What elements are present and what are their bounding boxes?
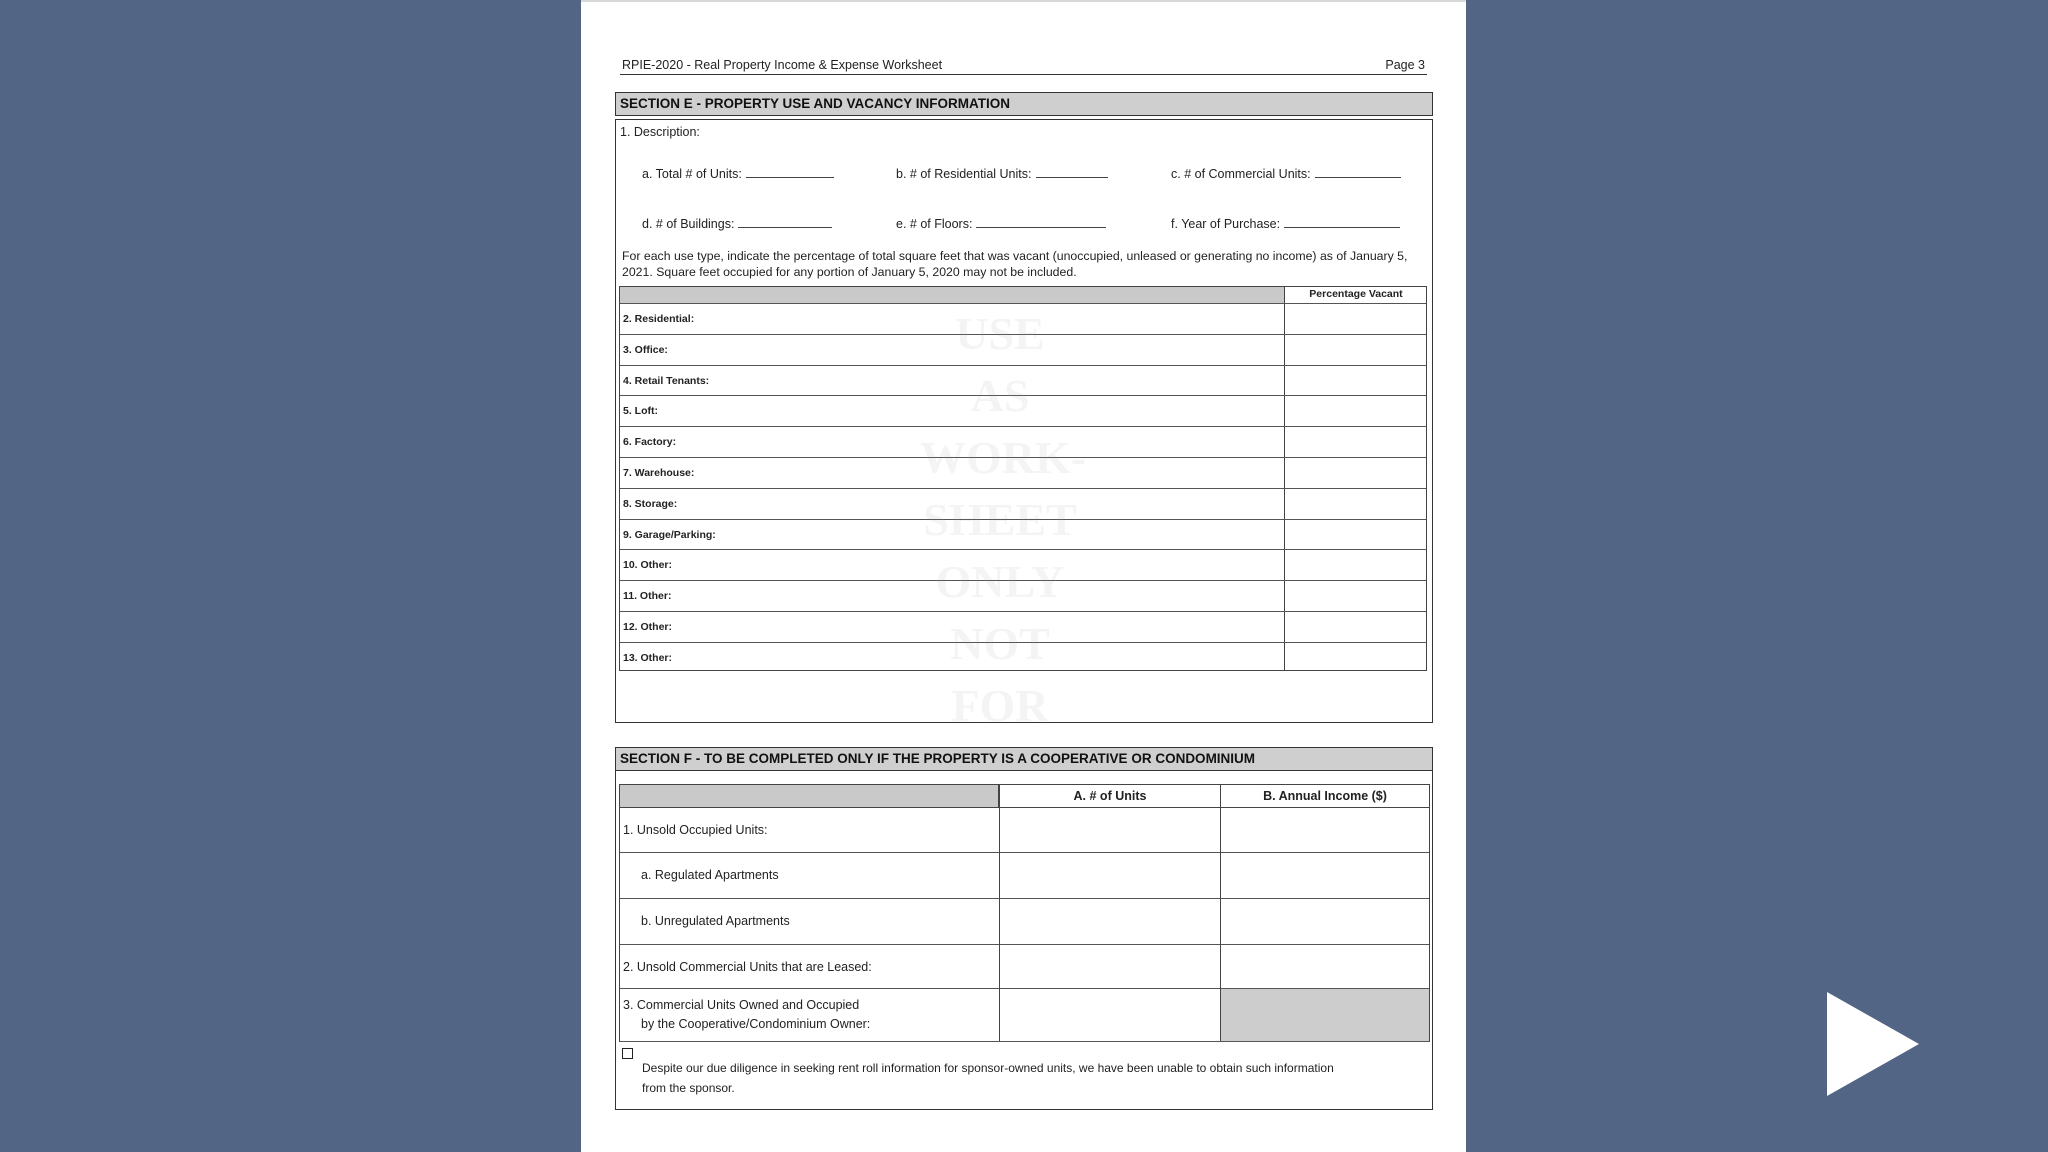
row-label: 12. Other: [623, 621, 673, 633]
vacancy-table [619, 286, 1427, 731]
row-label: b. Unregulated Apartments [641, 914, 790, 928]
document-title: RPIE-2020 - Real Property Income & Expense Worksheet [622, 58, 943, 72]
residential-units-blank[interactable] [1036, 166, 1108, 178]
condo-table [619, 784, 1430, 1044]
row-label: 4. Retail Tenants: [623, 374, 710, 387]
section-f-title: SECTION F - TO BE COMPLETED ONLY IF THE PROPERTY IS A COOPERATIVE OR CONDOMINIUM [615, 747, 1433, 771]
field-residential-units[interactable]: b. # of Residential Units: [896, 166, 1108, 181]
floors-blank[interactable] [976, 216, 1106, 228]
row-label: 1. Unsold Occupied Units: [623, 823, 768, 837]
field-commercial-units[interactable]: c. # of Commercial Units: [1171, 166, 1401, 181]
column-divider [999, 784, 1000, 1041]
row-label: 10. Other: [623, 559, 673, 572]
vacancy-instructions: For each use type, indicate the percentage of total square feet that was vacant (unoccupied, unleased or generating no income) as of January 5, 2021. Square feet occupied for any portion of January 5, 2020 may not be included. [622, 249, 1408, 279]
row-label: 6. Factory: [623, 436, 677, 449]
row-label: 2. Residential: [623, 313, 695, 325]
row-label: 5. Loft: [623, 405, 658, 418]
row-label: 2. Unsold Commercial Units that are Leased: [623, 960, 872, 974]
row-label: 9. Garage/Parking: [623, 528, 716, 541]
table-row [619, 945, 1430, 989]
watermark-text: NOT [950, 618, 1050, 669]
vacancy-table-header-shade [620, 287, 1284, 303]
watermark-text: FOR [951, 680, 1049, 731]
percentage-vacant-header: Percentage Vacant [1284, 287, 1427, 303]
row-label: 3. Office: [623, 343, 668, 356]
buildings-blank[interactable] [738, 216, 832, 228]
row-label: 11. Other: [623, 590, 672, 603]
watermark-text: USE [955, 308, 1045, 359]
watermark-text: WORK- [920, 432, 1087, 483]
sponsor-info-checkbox[interactable] [622, 1048, 633, 1059]
row-label: 7. Warehouse: [623, 467, 695, 479]
row-label: 13. Other: [623, 651, 673, 664]
condo-table-header-shade [619, 784, 999, 808]
watermark-text: SHEET [923, 494, 1077, 545]
total-units-blank[interactable] [746, 166, 834, 178]
row-label: by the Cooperative/Condominium Owner: [641, 1017, 871, 1031]
section-e-title: SECTION E - PROPERTY USE AND VACANCY INFORMATION [615, 92, 1433, 116]
table-row [619, 899, 1430, 945]
checkbox-text-line1: Despite our due diligence in seeking rent roll information for sponsor-owned units, we have been unable to obtain such information [642, 1061, 1334, 1075]
field-total-units[interactable]: a. Total # of Units: [642, 166, 834, 181]
section-f-box [615, 762, 1433, 1110]
column-divider [1220, 784, 1221, 1041]
col-num-units-header: A. # of Units [999, 784, 1221, 808]
page-number: Page 3 [1385, 58, 1425, 72]
section-e-box [615, 119, 1433, 731]
document-page [581, 0, 1466, 1152]
row-label: 8. Storage: [623, 497, 678, 510]
commercial-units-blank[interactable] [1315, 166, 1401, 178]
field-floors[interactable]: e. # of Floors: [896, 216, 1106, 231]
table-row [619, 808, 1430, 853]
column-divider [619, 784, 620, 1041]
column-divider [1429, 784, 1430, 1041]
row-label: 3. Commercial Units Owned and Occupied [623, 998, 860, 1012]
watermark-text: AS [970, 370, 1030, 421]
table-row [619, 989, 1430, 1042]
field-buildings[interactable]: d. # of Buildings: [642, 216, 832, 231]
play-icon[interactable] [1825, 990, 1921, 1103]
row-label: a. Regulated Apartments [641, 868, 779, 882]
watermark-text: ONLY [935, 556, 1065, 607]
year-of-purchase-blank[interactable] [1284, 216, 1400, 228]
col-annual-income-header: B. Annual Income ($) [1220, 784, 1430, 808]
table-row [619, 853, 1430, 899]
description-label: 1. Description: [620, 125, 700, 139]
field-year-of-purchase[interactable]: f. Year of Purchase: [1171, 216, 1400, 231]
checkbox-text-line2: from the sponsor. [642, 1081, 735, 1095]
page-header [620, 56, 1427, 75]
